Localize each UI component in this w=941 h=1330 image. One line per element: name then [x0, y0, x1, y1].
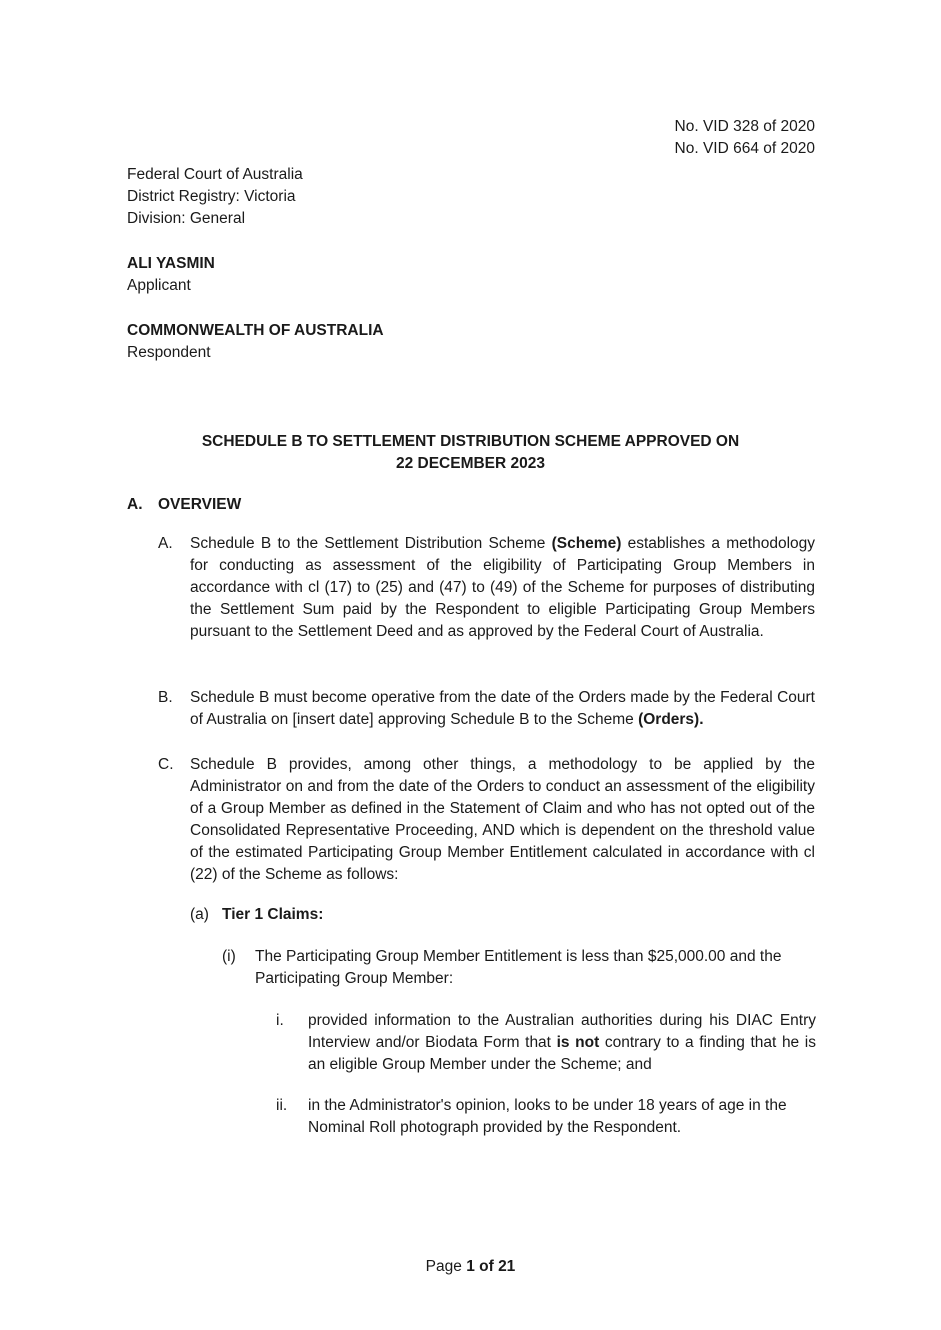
court-division: Division: General: [127, 210, 246, 227]
sub-label: (i): [222, 948, 236, 965]
section-heading: [127, 494, 527, 516]
page-number: 1: [466, 1258, 475, 1275]
item-text: contrary to a finding that he is an eligible Group Member under the Scheme; and: [308, 1034, 816, 1073]
paragraph-label: B.: [158, 689, 173, 706]
page-total: 21: [498, 1258, 516, 1275]
court-registry: District Registry: Victoria: [127, 188, 296, 205]
tier-1-title: Tier 1 Claims:: [222, 906, 324, 923]
paragraph-a: [158, 533, 815, 643]
respondent-role: Respondent: [127, 344, 211, 361]
paragraph-text: Schedule B must become operative from the date of the Orders made by the Federal Court of Australia on [insert date] approving Schedule B to the Scheme: [190, 689, 815, 728]
paragraph-label: C.: [158, 756, 174, 773]
court-details: [127, 164, 527, 230]
applicant-name: ALI YASMIN: [127, 255, 215, 272]
paragraph-label: A.: [158, 535, 173, 552]
respondent-name: COMMONWEALTH OF AUSTRALIA: [127, 322, 384, 339]
applicant-role: Applicant: [127, 277, 191, 294]
paragraph-c: [158, 754, 815, 886]
paragraph-b: [158, 687, 815, 731]
paragraph-body: [190, 687, 815, 731]
tier-1-condition-text: The Participating Group Member Entitlement is less than $25,000.00 and the Participating Group Member:: [255, 948, 782, 987]
item-text: provided information to the Australian authorities during his DIAC Entry Interview and/or Biodata Form that: [308, 1012, 816, 1051]
respondent-block: [127, 320, 627, 364]
list-item: [276, 1010, 816, 1076]
section-title: OVERVIEW: [158, 496, 242, 513]
list-item: [276, 1095, 816, 1139]
section-number: A.: [127, 496, 143, 513]
item-body: [308, 1010, 816, 1076]
page-footer: [0, 1256, 941, 1278]
paragraph-text: establishes a methodology for conducting as assessment of the eligibility of Participating Group Members in accordance with cl (17) to (25) and (47) to (49) of the Scheme for purposes of distributing the Settlement Sum paid by the Respondent to eligible Participating Group Members pursuant to the Settlement Deed and as approved by the Federal Court of Australia.: [190, 535, 816, 640]
case-number-1: No. VID 328 of 2020: [674, 118, 815, 135]
heading-line-2: 22 DECEMBER 2023: [395, 455, 546, 472]
paragraph-bold-term: (Scheme): [551, 535, 622, 552]
case-number-2: No. VID 664 of 2020: [674, 140, 815, 157]
paragraph-text: Schedule B to the Settlement Distribution Scheme: [190, 535, 552, 552]
case-numbers: [515, 116, 815, 160]
paragraph-body: [190, 533, 815, 643]
document-heading: [127, 431, 814, 475]
item-label: i.: [276, 1012, 284, 1029]
item-label: ii.: [276, 1097, 288, 1114]
page-of: of: [474, 1258, 499, 1275]
heading-line-1: SCHEDULE B TO SETTLEMENT DISTRIBUTION SCHEME APPROVED ON: [201, 433, 740, 450]
page-prefix: Page: [425, 1258, 467, 1275]
paragraph-body: Schedule B provides, among other things, a methodology to be applied by the Administrator on and from the date of the Orders to conduct an assessment of the eligibility of a Group Member as defined in the Statement of Claim and who has not opted out of the Consolidated Representative Proceeding, AND which is dependent on the threshold value of the estimated Participating Group Member Entitlement calculated in accordance with cl (22) of the Scheme as follows:: [190, 756, 815, 883]
item-bold-term: is not: [556, 1034, 600, 1051]
tier-1-condition: [222, 946, 815, 990]
tier-1-heading: [190, 904, 815, 926]
paragraph-bold-term: (Orders).: [638, 711, 704, 728]
item-body: in the Administrator's opinion, looks to be under 18 years of age in the Nominal Roll photograph provided by the Respondent.: [308, 1097, 787, 1136]
applicant-block: [127, 253, 627, 297]
sub-label: (a): [190, 906, 209, 923]
court-name: Federal Court of Australia: [127, 166, 303, 183]
